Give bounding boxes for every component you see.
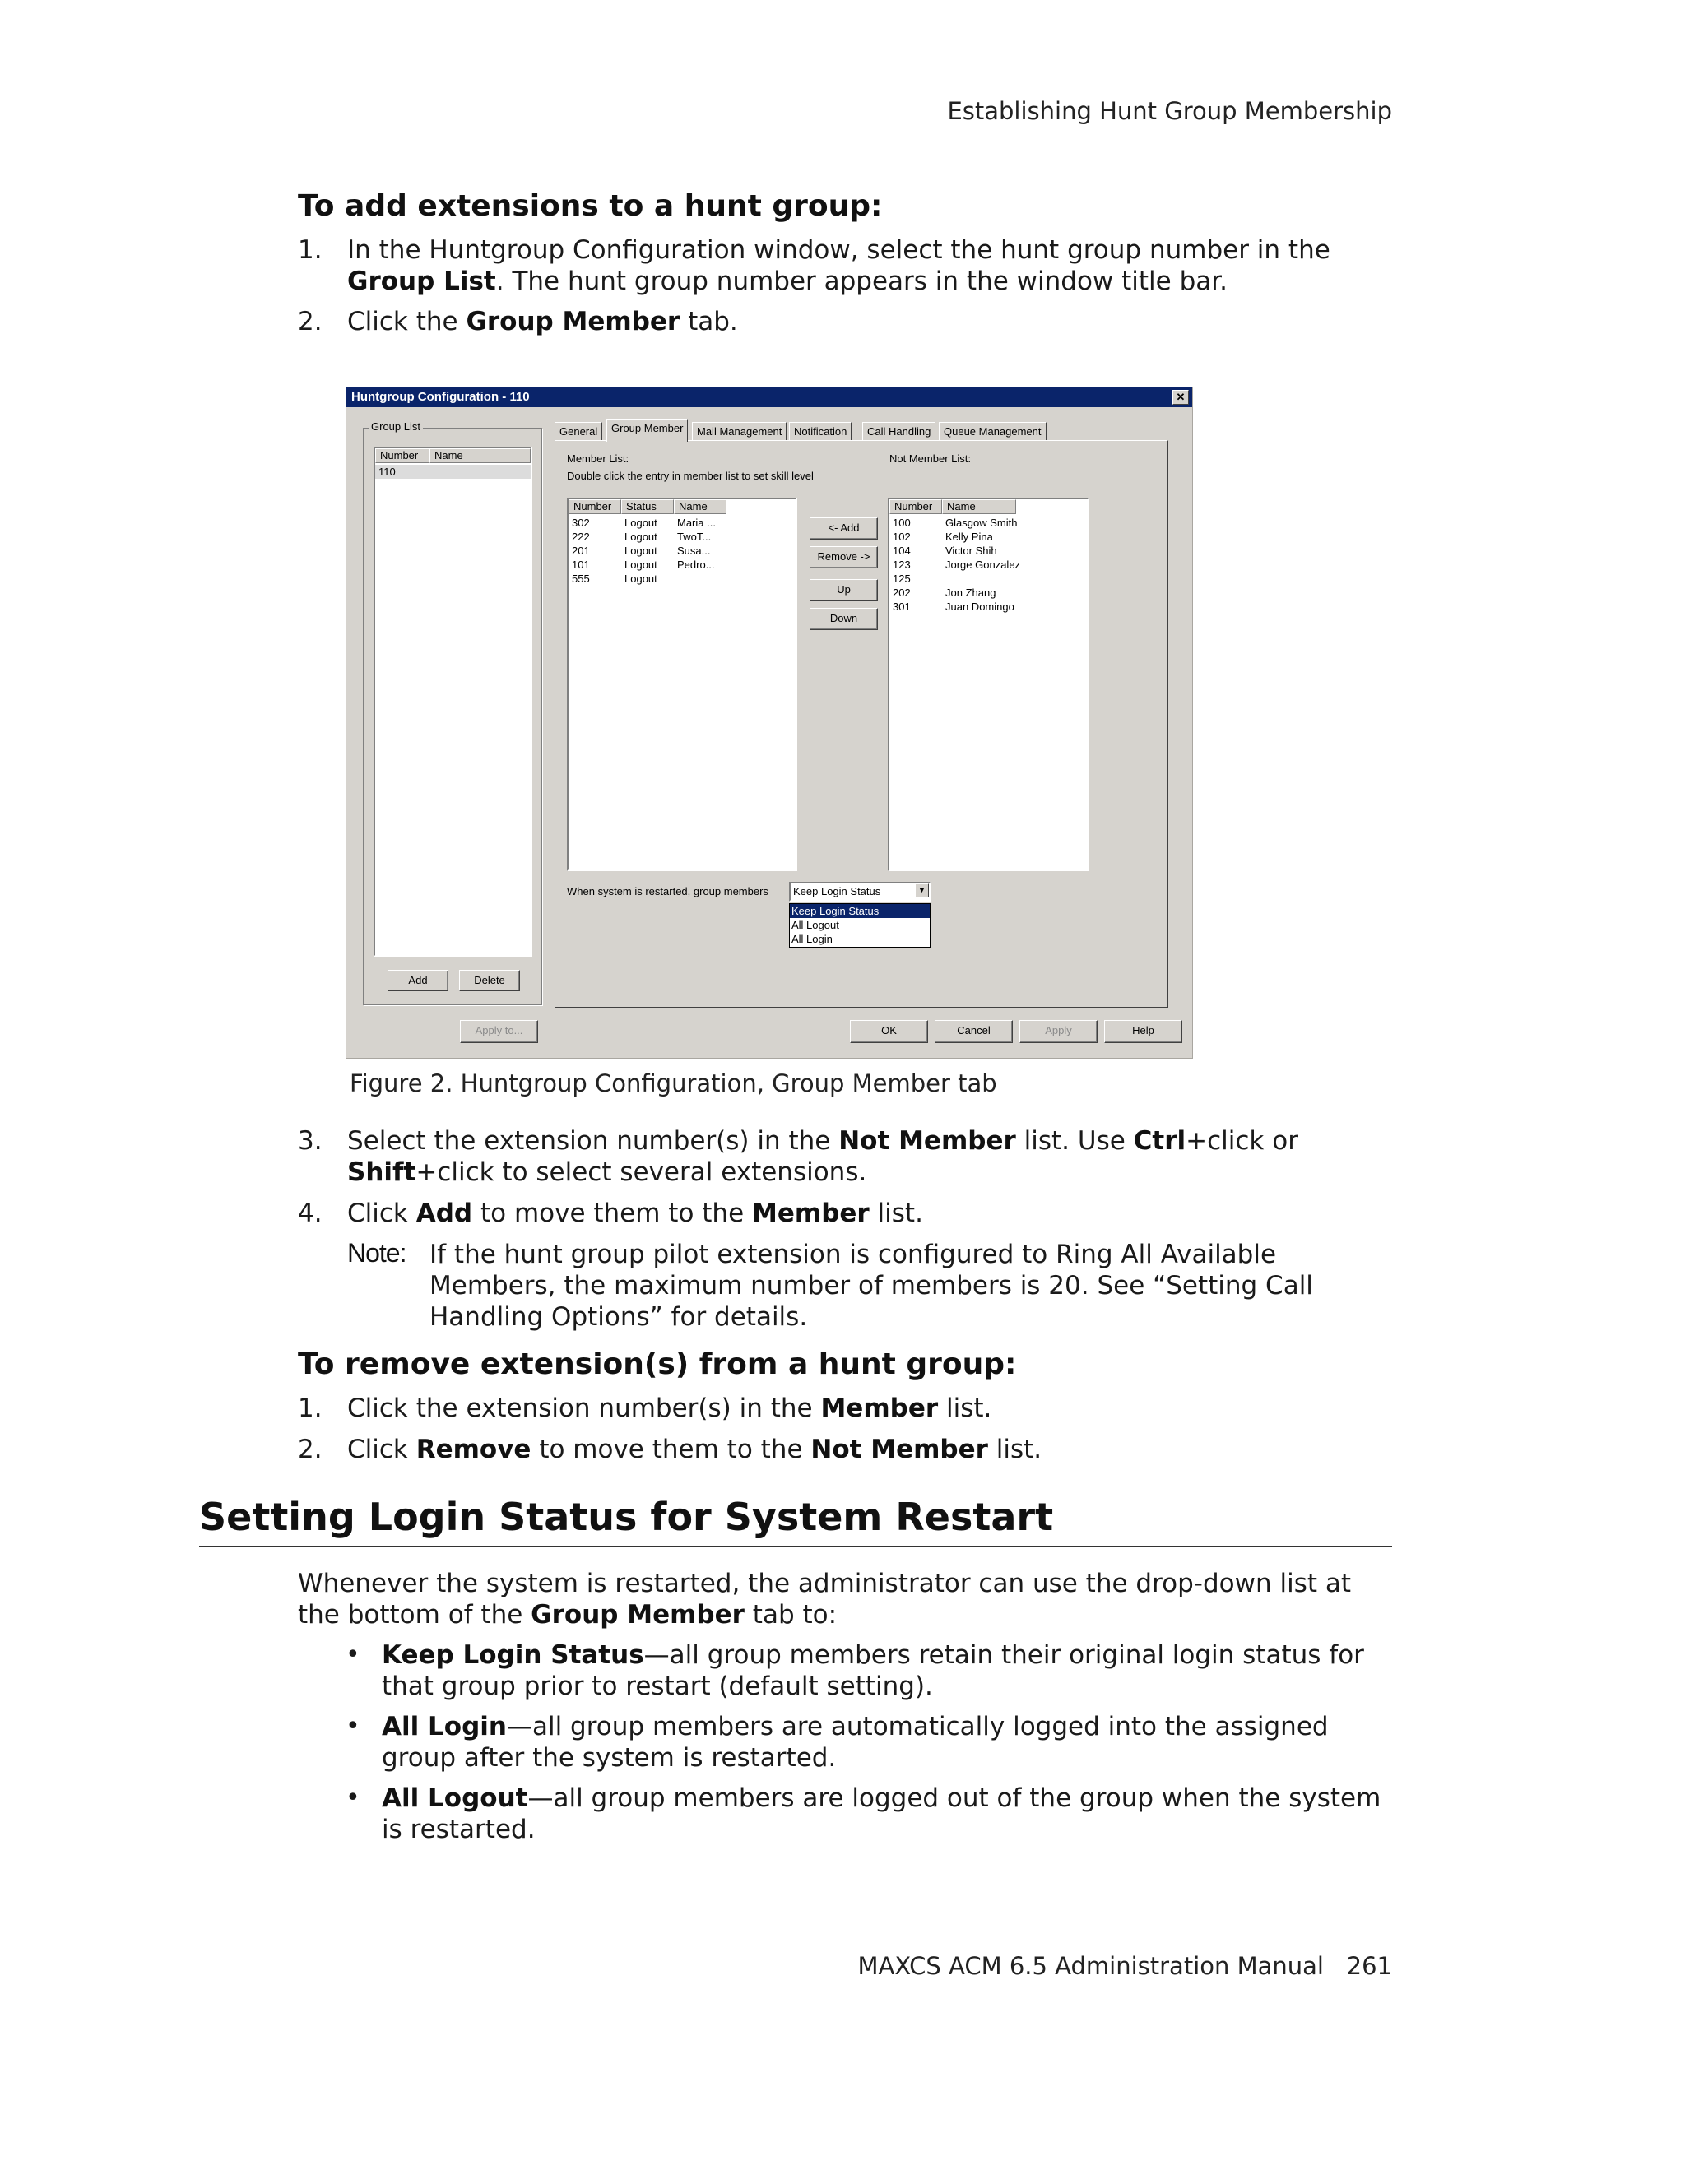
group-add-button[interactable]: Add [388,970,448,991]
restart-status-select[interactable]: Keep Login Status ▼ [789,882,931,902]
bullet-all-login [346,1711,1392,1774]
option-keep-login-status[interactable]: Keep Login Status [790,904,930,918]
section-heading: Setting Login Status for System Restart [199,1495,1054,1539]
group-list-view[interactable] [374,447,532,957]
note-label: Note: [347,1238,406,1268]
step-number: 2. [298,1435,323,1464]
not-member-list-view[interactable]: Number Name 100 Glasgow Smith 102 Kelly Pina 104 Victor Shih 123 Jorge Gonzalez 125 202 Jon Zhang 301 Juan Domingo [888,498,1089,871]
tab-general[interactable]: General [555,422,602,440]
bullet-icon: • [346,1712,360,1741]
member-list-header [569,499,726,514]
not-member-list-label: Not Member List: [889,452,971,465]
col-number[interactable]: Number [375,448,429,463]
step-text: Click Remove to move them to the Not Member list. [347,1435,1042,1464]
tab-queue-management[interactable]: Queue Management [939,422,1047,440]
not-member-list-header [889,499,1016,514]
step-text: Select the extension number(s) in the Not Member list. Use Ctrl+click or Shift+click to select several extensions. [347,1126,1298,1187]
page-number: 261 [1346,1952,1392,1980]
col-name[interactable]: Name [942,499,1016,514]
group-list-row[interactable]: 110 [375,465,531,479]
step-text: In the Huntgroup Configuration window, select the hunt group number in the Group List. The hunt group number appears in the window title bar. [347,235,1330,296]
bullet-icon: • [346,1640,360,1669]
option-all-logout[interactable]: All Logout [791,919,839,931]
group-list-label: Group List [369,420,423,433]
col-number[interactable]: Number [889,499,942,514]
member-down-button[interactable]: Down [810,608,878,630]
section-divider [199,1546,1392,1547]
step-text: Click Add to move them to the Member list. [347,1199,923,1228]
ok-button[interactable]: OK [850,1020,928,1043]
remove-extensions-heading: To remove extension(s) from a hunt group: [298,1347,1017,1381]
manual-title: MAXCS ACM 6.5 Administration Manual [857,1952,1324,1980]
page-footer [858,1952,1392,1980]
login-intro: Whenever the system is restarted, the administrator can use the drop-down list at the bottom of the Group Member tab to: [298,1569,1352,1630]
close-icon[interactable]: ✕ [1172,390,1189,405]
col-name[interactable]: Name [429,448,531,463]
chevron-down-icon[interactable]: ▼ [915,883,929,897]
bullet-text: All Login—all group members are automatically logged into the assigned group after the system is restarted. [382,1712,1329,1773]
member-list-view[interactable]: Number Status Name 302 Logout Maria ... 222 Logout TwoT... 201 Logout Susa... 101 Logout Pedro... 555 Logout [567,498,797,871]
apply-button[interactable]: Apply [1019,1020,1098,1043]
step-number: 4. [298,1199,323,1228]
group-list-header [375,448,531,463]
add-step-2 [298,306,1392,337]
member-hint: Double click the entry in member list to set skill level [567,470,814,482]
group-delete-button[interactable]: Delete [459,970,520,991]
restart-label: When system is restarted, group members [567,885,768,897]
add-step-3 [298,1125,1392,1188]
step-number: 1. [298,1393,323,1423]
member-add-button[interactable]: <- Add [810,517,878,540]
tab-notification[interactable]: Notification [789,422,852,440]
help-button[interactable]: Help [1104,1020,1182,1043]
step-number: 2. [298,307,323,336]
bullet-all-logout [346,1783,1392,1845]
step-text: Click the extension number(s) in the Member list. [347,1393,992,1423]
add-extensions-heading: To add extensions to a hunt group: [298,189,883,223]
add-step-4 [298,1198,1392,1229]
step-number: 1. [298,235,323,265]
apply-to-button[interactable]: Apply to... [460,1020,538,1043]
note-text: If the hunt group pilot extension is configured to Ring All Available Members, the maximum number of members is 20. See “Setting Call Handling Options” for details. [429,1240,1313,1332]
bullet-icon: • [346,1783,360,1812]
option-all-login[interactable]: All Login [791,933,833,945]
bullet-text: Keep Login Status—all group members retain their original login status for that group prior to restart (default setting). [382,1640,1364,1701]
bullet-keep-login-status [346,1639,1392,1702]
member-remove-button[interactable]: Remove -> [810,546,878,568]
remove-step-1 [298,1393,1392,1424]
running-header: Establishing Hunt Group Membership [947,97,1392,125]
bullet-text: All Logout—all group members are logged out of the group when the system is restarted. [382,1783,1381,1844]
add-step-1 [298,234,1392,297]
window-title: Huntgroup Configuration - 110 [346,387,1192,407]
tab-group-member[interactable]: Group Member [606,419,688,442]
step-text: Click the Group Member tab. [347,307,738,336]
remove-step-2 [298,1434,1392,1465]
tab-call-handling[interactable]: Call Handling [862,422,935,440]
huntgroup-config-screenshot [346,387,1193,1059]
step-number: 3. [298,1126,323,1156]
figure-caption: Figure 2. Huntgroup Configuration, Group Member tab [350,1069,997,1097]
member-up-button[interactable]: Up [810,579,878,601]
cancel-button[interactable]: Cancel [935,1020,1013,1043]
col-name[interactable]: Name [674,499,726,514]
restart-status-options [789,903,931,948]
member-list-label: Member List: [567,452,629,465]
tab-mail-management[interactable]: Mail Management [692,422,787,440]
col-number[interactable]: Number [569,499,621,514]
col-status[interactable]: Status [621,499,674,514]
